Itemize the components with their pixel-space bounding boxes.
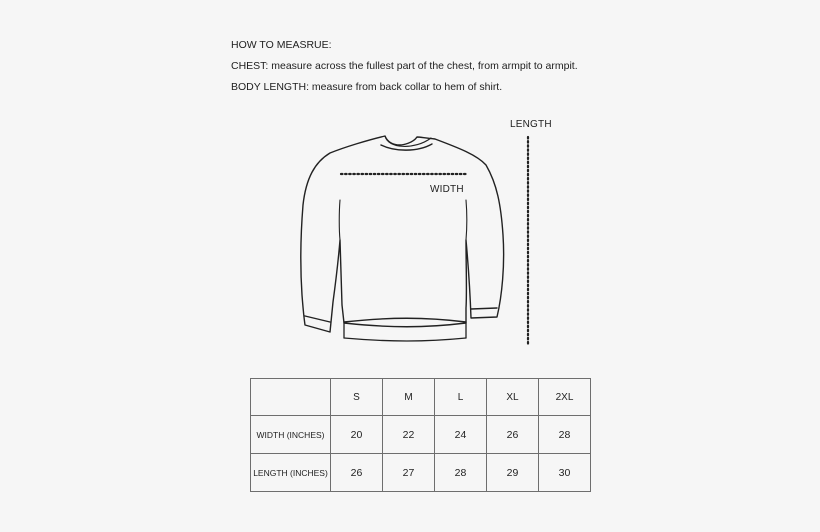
right-cuff-line — [471, 308, 497, 309]
sweatshirt-diagram — [290, 115, 560, 355]
table-cell: 30 — [539, 454, 591, 492]
table-cell: 27 — [383, 454, 435, 492]
collar-line — [381, 144, 432, 150]
table-cell: 28 — [539, 416, 591, 454]
instructions-heading: HOW TO MEASRUE: — [231, 39, 332, 51]
size-chart-table — [250, 378, 591, 492]
waistband-bottom — [344, 338, 466, 341]
size-header-s: S — [331, 379, 383, 416]
measure-instructions — [231, 38, 578, 101]
table-row — [251, 454, 591, 492]
size-header-m: M — [383, 379, 435, 416]
table-cell: 26 — [487, 416, 539, 454]
table-header-row — [251, 379, 591, 416]
size-header-l: L — [435, 379, 487, 416]
length-label: LENGTH — [510, 119, 552, 130]
body-length-instruction: BODY LENGTH: measure from back collar to hem of shirt. — [231, 81, 503, 93]
waistband-line — [344, 318, 466, 322]
table-corner-cell — [251, 379, 331, 416]
table-row — [251, 416, 591, 454]
chest-instruction: CHEST: measure across the fullest part of the chest, from armpit to armpit. — [231, 60, 578, 72]
size-header-2xl: 2XL — [539, 379, 591, 416]
row-label-width: WIDTH (INCHES) — [251, 416, 331, 454]
table-cell: 28 — [435, 454, 487, 492]
sweatshirt-outline — [301, 136, 504, 332]
row-label-length: LENGTH (INCHES) — [251, 454, 331, 492]
table-cell: 26 — [331, 454, 383, 492]
table-cell: 20 — [331, 416, 383, 454]
table-cell: 29 — [487, 454, 539, 492]
table-cell: 24 — [435, 416, 487, 454]
sweatshirt-icon — [290, 115, 560, 355]
width-label: WIDTH — [430, 184, 464, 195]
left-cuff-line — [305, 316, 330, 322]
size-header-xl: XL — [487, 379, 539, 416]
table-cell: 22 — [383, 416, 435, 454]
